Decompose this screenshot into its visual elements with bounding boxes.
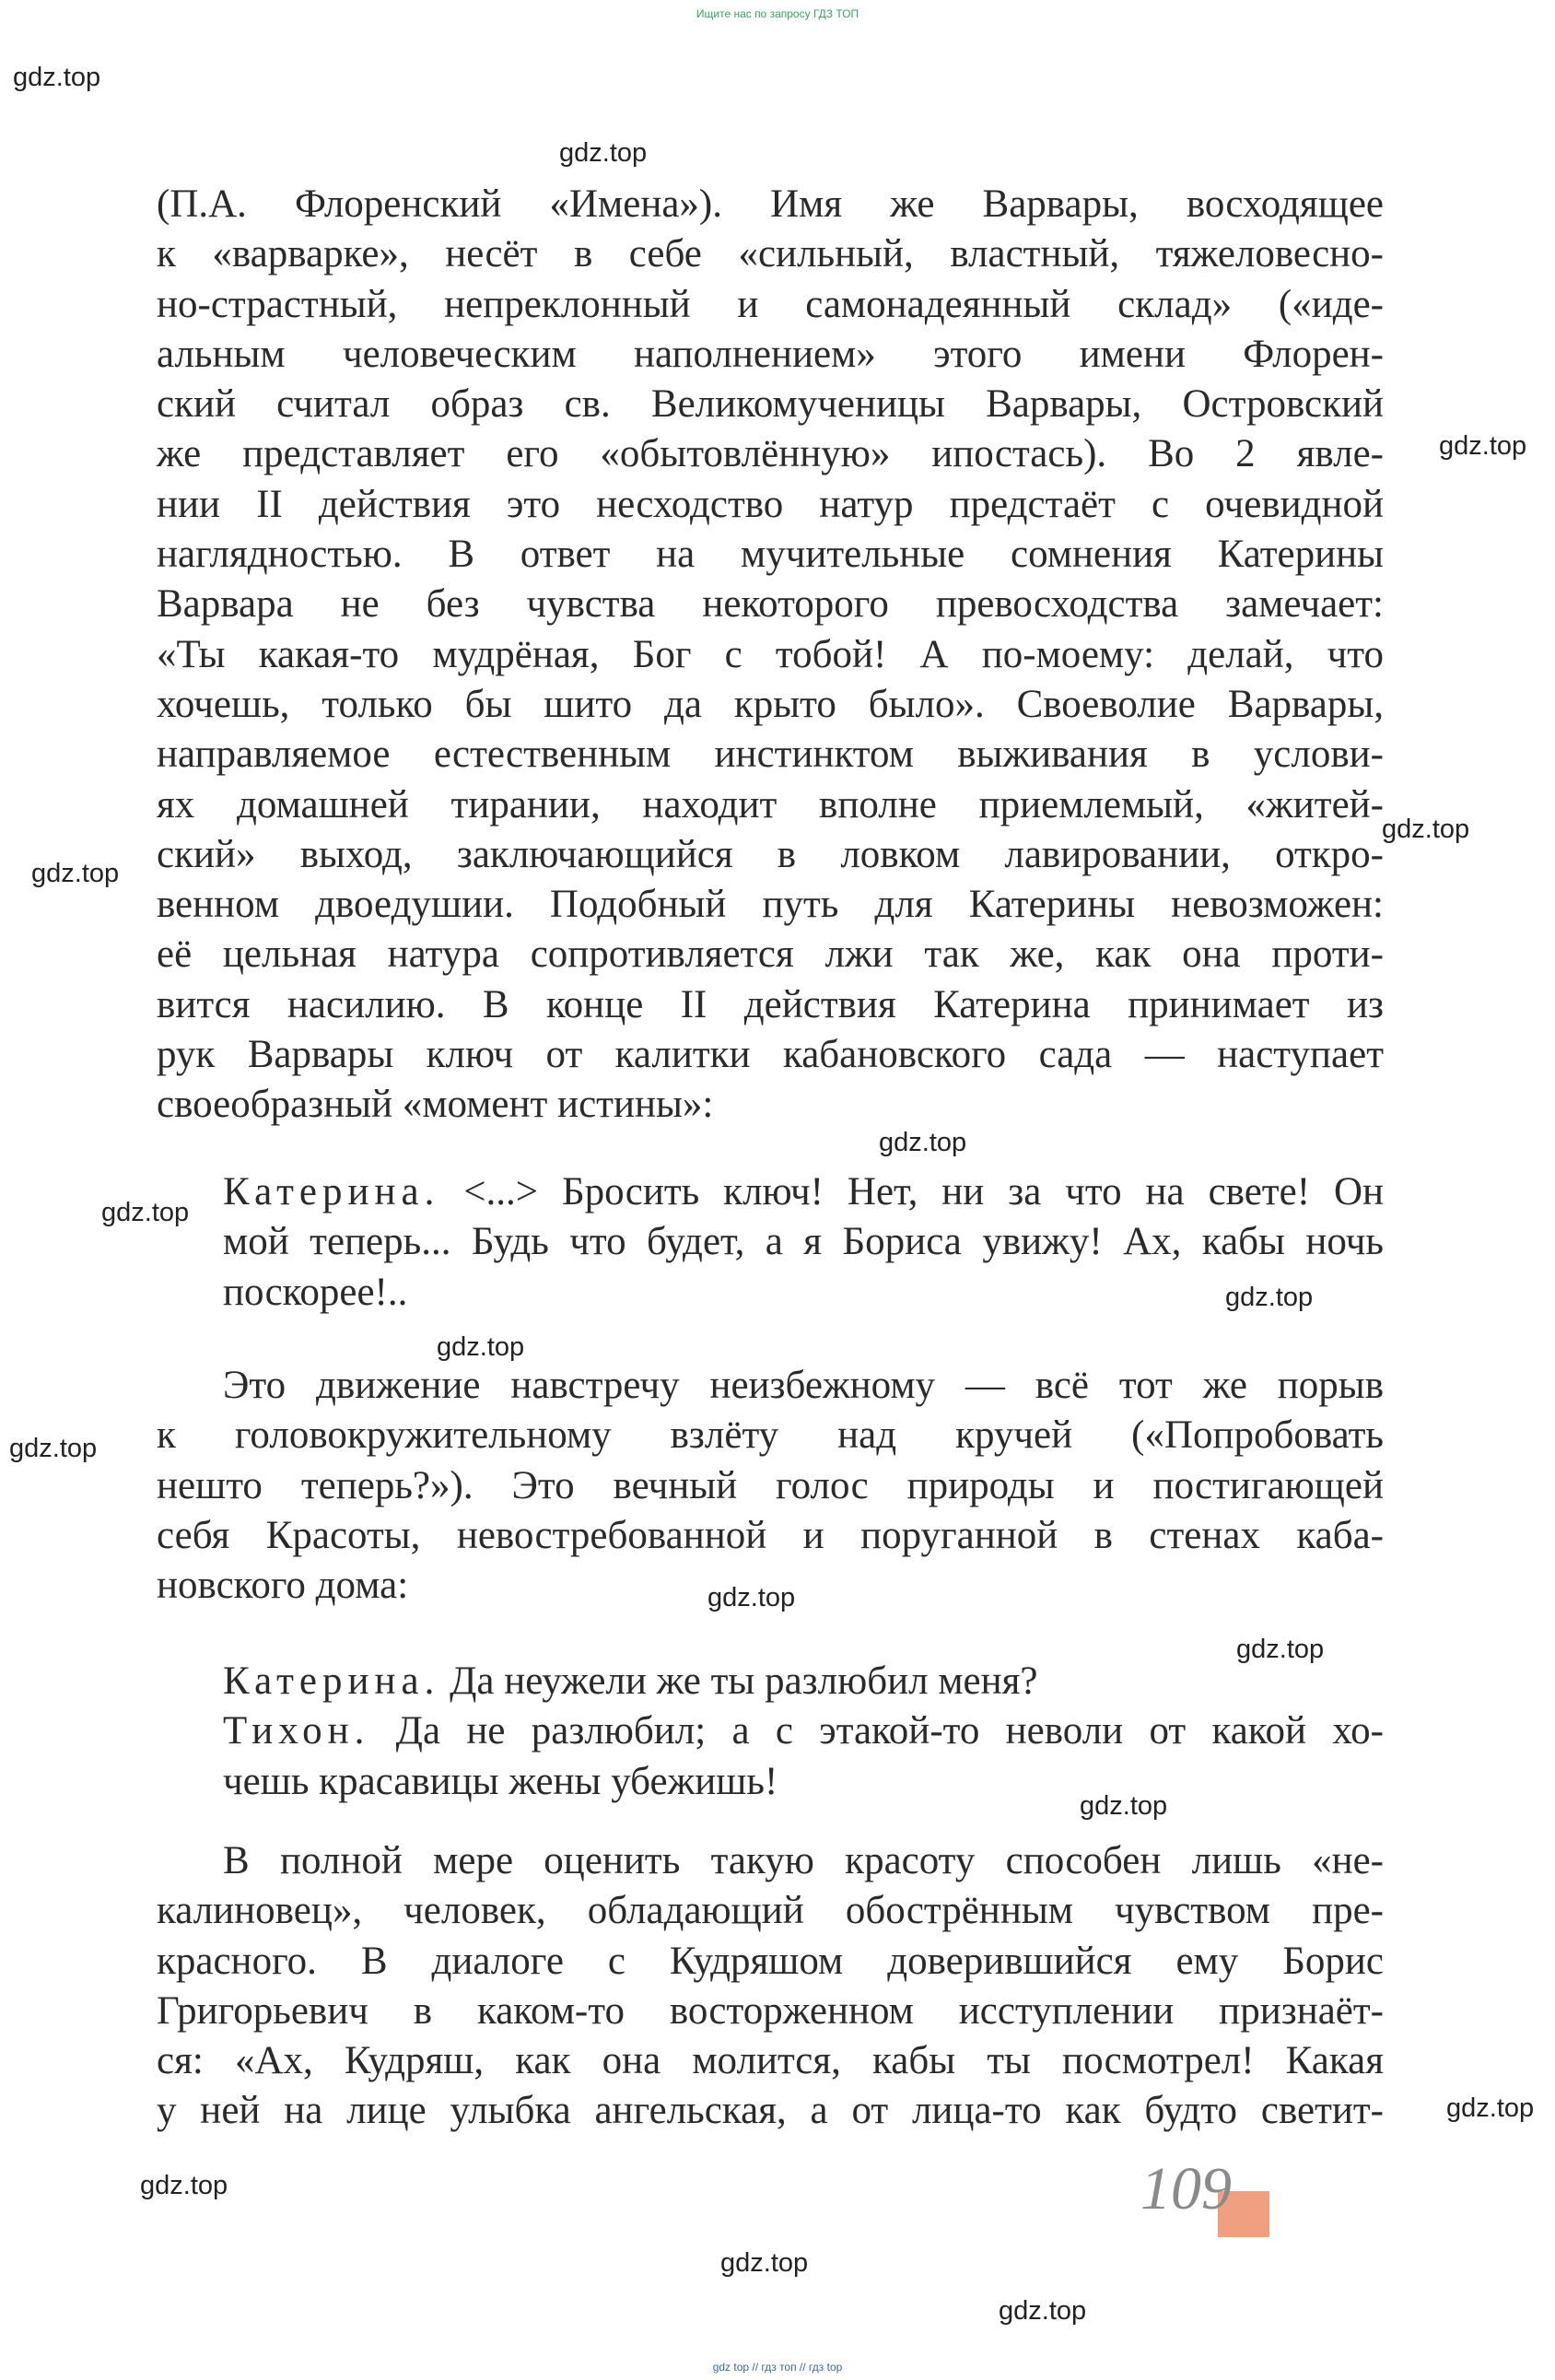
- text-line: хочешь, только бы шито да крыто было». Своеволие Варвары,: [157, 682, 1384, 726]
- watermark: gdz.top: [9, 1434, 98, 1463]
- quote-1: [223, 1167, 1384, 1318]
- text-line: у ней на лице улыбка ангельская, а от лица-то как будто светит-: [157, 2089, 1384, 2133]
- text-line: вится насилию. В конце II действия Катерина принимает из: [157, 982, 1384, 1026]
- top-banner: Ищите нас по запросу ГДЗ ТОП: [696, 7, 859, 20]
- text-line: ся: «Ах, Кудряш, как она молится, кабы ты посмотрел! Какая: [157, 2039, 1384, 2083]
- watermark: gdz.top: [101, 1198, 190, 1227]
- watermark: gdz.top: [31, 859, 120, 888]
- quote-text: Да неужели же ты разлюбил меня?: [450, 1659, 1038, 1703]
- watermark: gdz.top: [437, 1332, 525, 1362]
- watermark: gdz.top: [707, 1583, 796, 1612]
- text-line: красного. В диалоге с Кудряшом доверившийся ему Борис: [157, 1939, 1384, 1983]
- text-line: но-страстный, непреклонный и самонадеянный склад» («иде-: [157, 282, 1384, 326]
- text-line: Варвара не без чувства некоторого превосходства замечает:: [157, 582, 1384, 627]
- text-line: рук Варвары ключ от калитки кабановского сада — наступает: [157, 1033, 1384, 1077]
- watermark: gdz.top: [720, 2248, 809, 2278]
- text-line: калиновец», человек, обладающий обострённым чувством пре-: [157, 1889, 1384, 1933]
- text-line: своеобразный «момент истины»:: [157, 1083, 714, 1127]
- quote-line: чешь красавицы жены убежишь!: [223, 1759, 778, 1803]
- bottom-banner: gdz top // гдз топ // гдз top: [712, 2361, 843, 2374]
- quote-text: <...> Бросить ключ! Нет, ни за что на свете! Он: [463, 1170, 1385, 1213]
- quote-text: Да не разлюбил; а с этакой-то неволи от какой хо-: [395, 1709, 1384, 1753]
- quote-line: [223, 1167, 1384, 1217]
- text-line: Это движение навстречу неизбежному — всё тот же порыв: [223, 1364, 1384, 1407]
- quote-line: [223, 1657, 1384, 1706]
- text-line: себя Красоты, невостребованной и поруганной в стенах каба-: [157, 1513, 1384, 1557]
- speaker-name: Тихон.: [223, 1709, 370, 1753]
- text-line: ский считал образ св. Великомученицы Варвары, Островский: [157, 382, 1384, 427]
- text-line: новского дома:: [157, 1564, 409, 1608]
- speaker-name: Катерина.: [223, 1659, 440, 1703]
- watermark: gdz.top: [1382, 815, 1470, 844]
- text-line: «Ты какая-то мудрёная, Бог с тобой! А по-моему: делай, что: [157, 632, 1384, 676]
- page-number: 109: [1140, 2155, 1232, 2222]
- text-line: Григорьевич в каком-то восторженном исступлении признаёт-: [157, 1988, 1384, 2033]
- watermark: gdz.top: [1080, 1791, 1168, 1821]
- text-line: к головокружительному взлёту над кручей («Попробовать: [157, 1413, 1384, 1458]
- text-line: её цельная натура сопротивляется лжи так же, как она проти-: [157, 932, 1384, 977]
- watermark: gdz.top: [879, 1128, 967, 1157]
- watermark: gdz.top: [140, 2171, 228, 2200]
- text-line: наглядностью. В ответ на мучительные сомнения Катерины: [157, 533, 1384, 577]
- watermark: gdz.top: [13, 63, 101, 92]
- paragraph-3: [157, 1836, 1384, 2137]
- watermark: gdz.top: [1236, 1635, 1325, 1664]
- text-line: В полной мере оценить такую красоту способен лишь «не-: [223, 1839, 1384, 1882]
- text-line: ский» выход, заключающийся в ловком лавировании, откро-: [157, 832, 1384, 876]
- watermark: gdz.top: [1225, 1283, 1314, 1312]
- watermark: gdz.top: [559, 138, 648, 168]
- text-line: нии II действия это несходство натур предстаёт с очевидной: [157, 482, 1384, 526]
- text-line: же представляет его «обытовлённую» ипостась). Во 2 явле-: [157, 432, 1384, 476]
- text-line: направляемое естественным инстинктом выживания в услови-: [157, 733, 1384, 777]
- watermark: gdz.top: [1446, 2093, 1535, 2123]
- quote-line: поскорее!..: [223, 1270, 408, 1314]
- text-line: венном двоедушии. Подобный путь для Катерины невозможен:: [157, 883, 1384, 927]
- text-line: альным человеческим наполнением» этого имени Флорен-: [157, 332, 1384, 376]
- speaker-name: Катерина.: [223, 1170, 440, 1213]
- text-line: к «варварке», несёт в себе «сильный, властный, тяжеловесно-: [157, 232, 1384, 276]
- text-line: ях домашней тирании, находит вполне приемлемый, «житей-: [157, 782, 1384, 827]
- watermark: gdz.top: [1439, 431, 1527, 461]
- watermark: gdz.top: [999, 2296, 1087, 2326]
- quote-line: мой теперь... Будь что будет, а я Бориса увижу! Ах, кабы ночь: [223, 1220, 1384, 1264]
- text-line: нешто теперь?»). Это вечный голос природы и постигающей: [157, 1463, 1384, 1507]
- paragraph-1: [157, 180, 1384, 1131]
- quote-line: [223, 1706, 1384, 1756]
- paragraph-2: [157, 1361, 1384, 1611]
- quote-2: [223, 1657, 1384, 1807]
- text-line: (П.А. Флоренский «Имена»). Имя же Варвары, восходящее: [157, 182, 1384, 226]
